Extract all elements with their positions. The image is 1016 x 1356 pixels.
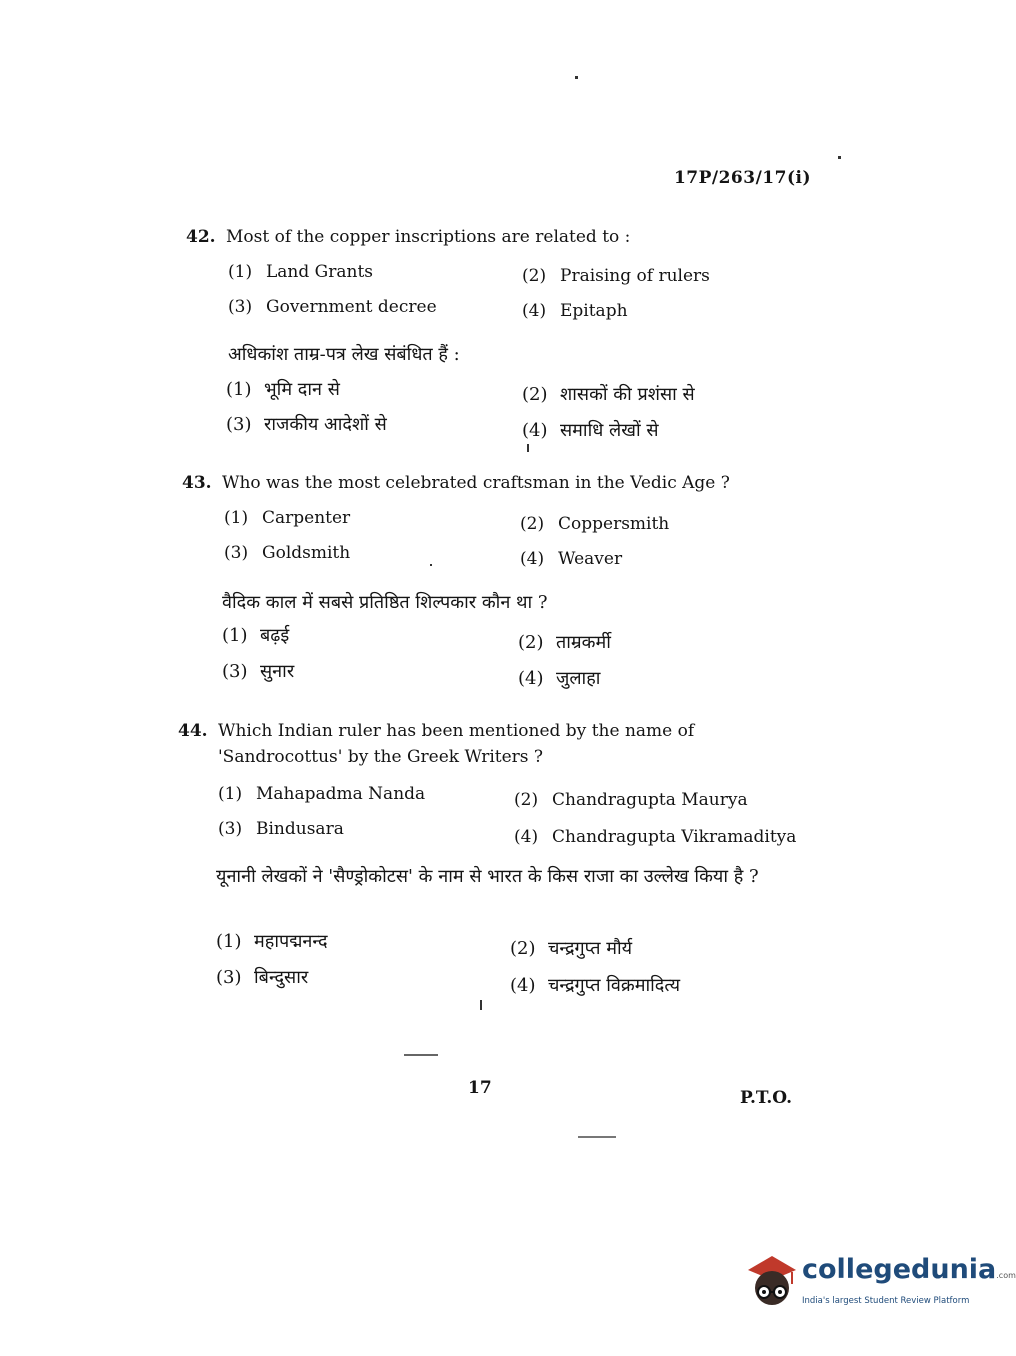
q43-hindi-option-1: (1) बढ़ई (222, 625, 290, 646)
option-text: शासकों की प्रशंसा से (560, 384, 695, 405)
q44-option-4: (4) Chandragupta Vikramaditya (514, 827, 797, 847)
q44-hindi-option-2: (2) चन्द्रगुप्त मौर्य (510, 938, 633, 959)
option-text: Chandragupta Vikramaditya (552, 827, 797, 847)
option-text: राजकीय आदेशों से (264, 414, 387, 435)
option-text: Land Grants (266, 262, 374, 282)
q42-option-3: (3) Government decree (228, 297, 437, 317)
logo-tagline: India's largest Student Review Platform (802, 1296, 970, 1306)
q44-hindi-option-4: (4) चन्द्रगुप्त विक्रमादित्य (510, 975, 681, 996)
pto-label: P.T.O. (740, 1088, 792, 1108)
option-text: Chandragupta Maurya (552, 790, 748, 810)
option-text: Mahapadma Nanda (256, 784, 426, 804)
q42-option-2: (2) Praising of rulers (522, 266, 710, 286)
question-number: 44. (178, 721, 208, 741)
option-text: Carpenter (262, 508, 351, 528)
scan-speck (480, 1000, 482, 1010)
q43-hindi-option-2: (2) ताम्रकर्मी (518, 632, 611, 653)
q42-hindi-option-2: (2) शासकों की प्रशंसा से (522, 384, 695, 405)
scan-speck (430, 564, 432, 566)
scan-speck (838, 156, 841, 159)
paper-code: 17P/263/17(i) (673, 168, 811, 188)
q43-hindi-question: वैदिक काल में सबसे प्रतिष्ठित शिल्पकार कौन था ? (222, 592, 548, 613)
q43-option-4: (4) Weaver (520, 549, 623, 569)
q44-option-2: (2) Chandragupta Maurya (514, 790, 748, 810)
option-text: Praising of rulers (560, 266, 710, 286)
option-text: चन्द्रगुप्त विक्रमादित्य (548, 975, 681, 996)
option-text: चन्द्रगुप्त मौर्य (548, 938, 633, 959)
option-text: Bindusara (256, 819, 344, 839)
q42-hindi-option-3: (3) राजकीय आदेशों से (226, 414, 387, 435)
collegedunia-logo (742, 1248, 1016, 1318)
scan-speck (575, 76, 578, 79)
question-text: Which Indian ruler has been mentioned by the name of 'Sandrocottus' by the Greek Writers ? (218, 721, 695, 767)
page-number: 17 (468, 1078, 492, 1098)
q43-hindi-option-4: (4) जुलाहा (518, 668, 601, 689)
q42-option-1: (1) Land Grants (228, 262, 374, 282)
scan-speck (404, 1054, 438, 1056)
option-text: बिन्दुसार (254, 967, 309, 988)
option-text: Government decree (266, 297, 437, 317)
q43-hindi-option-3: (3) सुनार (222, 661, 295, 682)
question-43 (182, 470, 730, 496)
q42-option-4: (4) Epitaph (522, 301, 628, 321)
q42-hindi-option-1: (1) भूमि दान से (226, 379, 340, 400)
option-text: ताम्रकर्मी (556, 632, 611, 653)
student-mascot-icon (742, 1248, 802, 1312)
scan-speck (527, 444, 529, 452)
option-text: समाधि लेखों से (560, 420, 659, 441)
q43-option-1: (1) Carpenter (224, 508, 351, 528)
option-text: सुनार (260, 661, 295, 682)
option-text: महापद्मनन्द (254, 931, 328, 952)
q44-option-1: (1) Mahapadma Nanda (218, 784, 426, 804)
q44-option-3: (3) Bindusara (218, 819, 344, 839)
option-text: भूमि दान से (264, 379, 340, 400)
option-text: बढ़ई (260, 625, 290, 646)
option-text: Coppersmith (558, 514, 670, 534)
q43-option-3: (3) Goldsmith (224, 543, 351, 563)
option-text: Goldsmith (262, 543, 351, 563)
option-text: जुलाहा (556, 668, 601, 689)
question-44 (178, 718, 818, 770)
question-text: Who was the most celebrated craftsman in the Vedic Age ? (222, 473, 730, 493)
q44-hindi-question: यूनानी लेखकों ने 'सैण्ड्रोकोटस' के नाम से भारत के किस राजा का उल्लेख किया है ? (216, 866, 759, 887)
q42-hindi-option-4: (4) समाधि लेखों से (522, 420, 659, 441)
q44-hindi-option-1: (1) महापद्मनन्द (216, 931, 328, 952)
question-number: 42. (186, 227, 216, 247)
option-text: Weaver (558, 549, 623, 569)
question-42 (186, 224, 630, 250)
question-number: 43. (182, 473, 212, 493)
q42-hindi-question: अधिकांश ताम्र-पत्र लेख संबंधित हैं : (228, 344, 460, 365)
scan-speck (578, 1136, 616, 1138)
q43-option-2: (2) Coppersmith (520, 514, 670, 534)
q44-hindi-option-3: (3) बिन्दुसार (216, 967, 309, 988)
option-text: Epitaph (560, 301, 628, 321)
logo-wordmark: collegedunia.com (802, 1254, 1016, 1285)
question-text: Most of the copper inscriptions are related to : (226, 227, 631, 247)
